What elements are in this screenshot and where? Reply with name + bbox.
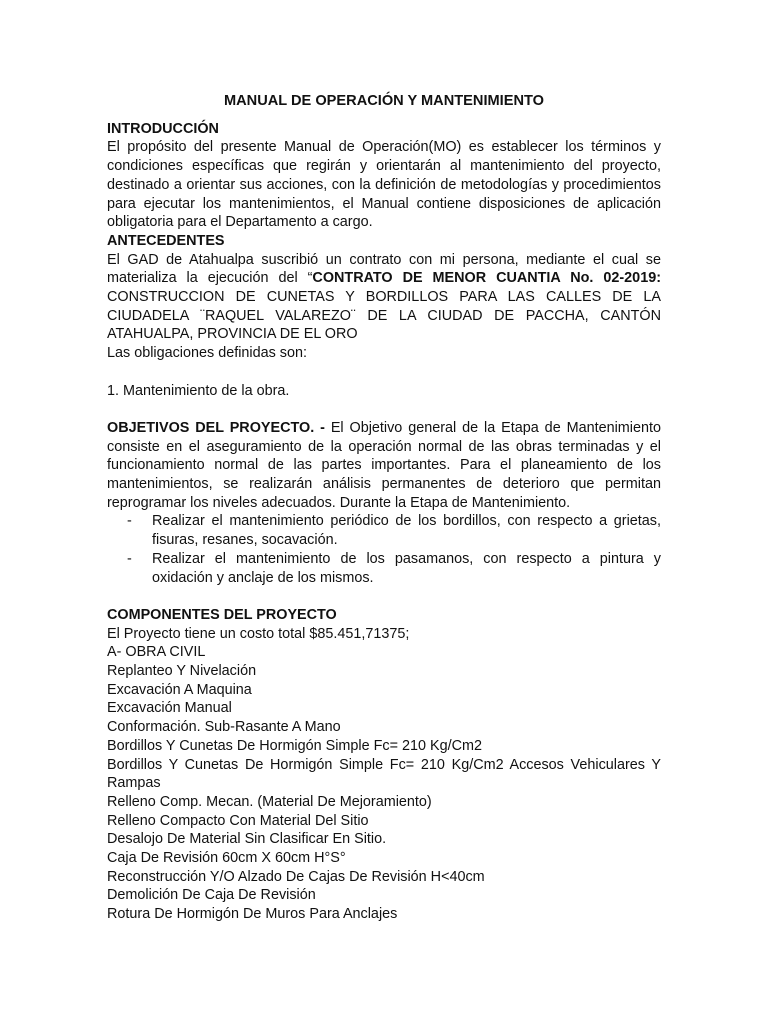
list-item: Bordillos Y Cunetas De Hormigón Simple Fc= 210 Kg/Cm2 Accesos Vehiculares Y Rampas	[107, 756, 661, 792]
objetivos-paragraph	[107, 419, 661, 513]
project-cost: El Proyecto tiene un costo total $85.451,71375;	[107, 625, 410, 642]
intro-paragraph: El propósito del presente Manual de Operación(MO) es establecer los términos y condiciones específicas que regirán y orientarán al mantenimiento del proyecto, destinado a orientar sus acciones, con la definición de metodologías y procedimientos para ejecutar los mantenimientos, el Manual contiene disposiciones de aplicación obligatoria para el Departamento a cargo.	[107, 139, 661, 231]
objetivos-text: El Objetivo general de la Etapa de Mantenimiento consiste en el aseguramiento de la operación normal de las obras terminadas y el funcionamiento normal de las partes importantes. Para el planeamiento de los mantenimientos, se realizarán análisis permanentes de deterioro que permitan reprogramar los niveles adecuados. Durante la Etapa de Mantenimiento.	[107, 419, 661, 511]
objetivos-bullet-list	[107, 512, 661, 587]
list-item: Conformación. Sub-Rasante A Mano	[107, 719, 341, 736]
list-item: Excavación Manual	[107, 700, 232, 717]
list-item	[107, 550, 661, 587]
dash-marker: -	[127, 513, 132, 530]
antecedentes-text-before: El GAD de Atahualpa suscribió un contrato con mi persona, mediante el cual se materializa la ejecución del “	[107, 251, 661, 287]
antecedentes-heading: ANTECEDENTES	[107, 232, 225, 249]
list-item	[107, 512, 661, 549]
document-title: MANUAL DE OPERACIÓN Y MANTENIMIENTO	[223, 93, 544, 109]
list-item: Demolición De Caja De Revisión	[107, 887, 316, 904]
antecedentes-text-after: CONSTRUCCION DE CUNETAS Y BORDILLOS PARA LAS CALLES DE LA CIUDADELA ¨RAQUEL VALAREZO¨ DE LA CIUDAD DE PACCHA, CANTÓN ATAHUALPA, PROVINCIA DE EL ORO	[107, 289, 661, 343]
section-label: A- OBRA CIVIL	[107, 644, 206, 661]
list-item: Rotura De Hormigón De Muros Para Anclajes	[107, 906, 398, 923]
list-item: Excavación A Maquina	[107, 681, 252, 698]
spacer	[107, 587, 661, 606]
bullet-text: Realizar el mantenimiento de los pasamanos, con respecto a pintura y oxidación y anclaje de los mismos.	[152, 550, 661, 586]
antecedentes-paragraph	[107, 251, 661, 345]
list-item: Reconstrucción Y/O Alzado De Cajas De Revisión H<40cm	[107, 868, 485, 885]
list-item: Desalojo De Material Sin Clasificar En Sitio.	[107, 831, 387, 848]
list-item: Relleno Compacto Con Material Del Sitio	[107, 812, 369, 829]
bullet-text: Realizar el mantenimiento periódico de los bordillos, con respecto a grietas, fisuras, resanes, socavación.	[152, 513, 661, 549]
list-item: Caja De Revisión 60cm X 60cm H°S°	[107, 850, 346, 867]
list-item: Replanteo Y Nivelación	[107, 663, 257, 680]
objetivos-heading: OBJETIVOS DEL PROYECTO. -	[107, 419, 325, 436]
spacer	[107, 400, 661, 419]
list-item: Bordillos Y Cunetas De Hormigón Simple Fc= 210 Kg/Cm2	[107, 737, 482, 754]
obligations-intro: Las obligaciones definidas son:	[107, 345, 308, 362]
componentes-list	[107, 662, 661, 924]
list-item: Relleno Comp. Mecan. (Material De Mejoramiento)	[107, 793, 432, 810]
obligation-item: 1. Mantenimiento de la obra.	[107, 382, 290, 399]
contract-title: CONTRATO DE MENOR CUANTIA No. 02-2019:	[312, 270, 661, 287]
document-page	[107, 92, 661, 924]
spacer	[107, 363, 661, 382]
intro-heading: INTRODUCCIÓN	[107, 120, 219, 137]
componentes-heading: COMPONENTES DEL PROYECTO	[107, 606, 337, 623]
dash-marker: -	[127, 550, 132, 567]
